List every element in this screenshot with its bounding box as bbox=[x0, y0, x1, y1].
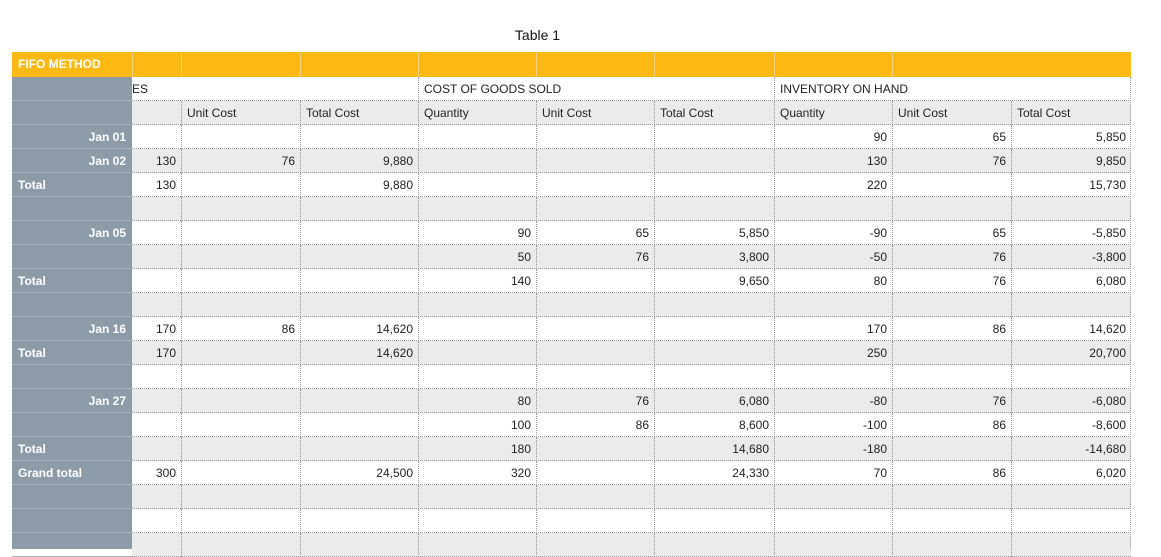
table-row bbox=[12, 389, 1131, 413]
table-cell[interactable] bbox=[1011, 533, 1131, 557]
table-cell[interactable]: 180 bbox=[418, 437, 536, 461]
table-cell[interactable]: 9,880 bbox=[300, 173, 418, 197]
table-cell[interactable]: 220 bbox=[774, 173, 892, 197]
table-cell[interactable]: 50 bbox=[418, 245, 536, 269]
table-cell[interactable] bbox=[418, 149, 536, 173]
table-cell[interactable] bbox=[181, 389, 300, 413]
table-cell[interactable]: 9,850 bbox=[1011, 149, 1131, 173]
table-cell[interactable] bbox=[418, 533, 536, 557]
header-cell[interactable] bbox=[774, 52, 893, 77]
table-cell[interactable] bbox=[132, 125, 181, 149]
header-cell[interactable] bbox=[418, 52, 537, 77]
column-header[interactable]: Unit Cost bbox=[892, 101, 1011, 125]
row-cells bbox=[132, 341, 1131, 365]
row-header[interactable]: Total bbox=[12, 269, 132, 293]
column-header[interactable]: Total Cost bbox=[654, 101, 774, 125]
table-row bbox=[12, 533, 1131, 557]
table-row bbox=[12, 173, 1131, 197]
table-cell[interactable] bbox=[536, 533, 654, 557]
table-cell[interactable] bbox=[300, 413, 418, 437]
row-header[interactable]: Jan 02 bbox=[12, 149, 132, 173]
table-cell[interactable]: 86 bbox=[892, 413, 1011, 437]
table-cell[interactable] bbox=[300, 533, 418, 557]
table-cell[interactable]: 80 bbox=[774, 269, 892, 293]
table-cell[interactable]: 86 bbox=[892, 461, 1011, 485]
table-cell[interactable] bbox=[536, 149, 654, 173]
row-header[interactable] bbox=[12, 245, 132, 269]
section-header-purchases[interactable]: ES bbox=[132, 82, 149, 96]
table-cell[interactable] bbox=[418, 341, 536, 365]
table-cell[interactable] bbox=[132, 293, 181, 317]
table-cell[interactable] bbox=[774, 293, 892, 317]
row-cells bbox=[132, 509, 1131, 533]
table-cell[interactable] bbox=[132, 509, 181, 533]
table-cell[interactable]: -50 bbox=[774, 245, 892, 269]
row-header[interactable]: Total bbox=[12, 173, 132, 197]
table-cell[interactable]: 140 bbox=[418, 269, 536, 293]
row-header[interactable]: Jan 27 bbox=[12, 389, 132, 413]
table-cell[interactable] bbox=[181, 437, 300, 461]
row-header[interactable]: Total bbox=[12, 437, 132, 461]
row-header[interactable] bbox=[12, 485, 132, 509]
grid-right-edge bbox=[1130, 77, 1132, 549]
table-cell[interactable] bbox=[181, 221, 300, 245]
header-cell[interactable] bbox=[181, 52, 301, 77]
table-cell[interactable] bbox=[181, 173, 300, 197]
section-header-inventory[interactable]: INVENTORY ON HAND bbox=[774, 77, 1131, 101]
table-cell[interactable] bbox=[654, 509, 774, 533]
table-row bbox=[12, 437, 1131, 461]
table-cell[interactable]: 70 bbox=[774, 461, 892, 485]
table-cell[interactable]: -100 bbox=[774, 413, 892, 437]
table-cell[interactable] bbox=[1011, 293, 1131, 317]
table-row bbox=[12, 125, 1131, 149]
table-cell[interactable] bbox=[536, 341, 654, 365]
table-cell[interactable] bbox=[300, 509, 418, 533]
table-cell[interactable] bbox=[892, 509, 1011, 533]
table-cell[interactable]: -3,800 bbox=[1011, 245, 1131, 269]
table-cell[interactable]: 170 bbox=[155, 346, 176, 360]
table-cell[interactable] bbox=[181, 125, 300, 149]
table-cell[interactable] bbox=[536, 293, 654, 317]
row-header[interactable]: Jan 16 bbox=[12, 317, 132, 341]
table-cell[interactable]: 8,600 bbox=[654, 413, 774, 437]
table-cell[interactable] bbox=[181, 293, 300, 317]
table-cell[interactable] bbox=[418, 125, 536, 149]
row-header[interactable] bbox=[12, 77, 132, 101]
table-cell[interactable] bbox=[892, 197, 1011, 221]
row-header[interactable] bbox=[12, 533, 132, 557]
table-cell[interactable] bbox=[654, 365, 774, 389]
table-cell[interactable] bbox=[300, 269, 418, 293]
table-cell[interactable]: 86 bbox=[892, 317, 1011, 341]
header-label: FIFO METHOD bbox=[18, 57, 101, 71]
table-cell[interactable] bbox=[536, 437, 654, 461]
table-cell[interactable] bbox=[181, 269, 300, 293]
table-cell[interactable] bbox=[536, 365, 654, 389]
column-header[interactable] bbox=[132, 101, 181, 125]
table-cell[interactable] bbox=[654, 317, 774, 341]
table-cell[interactable]: 9,650 bbox=[654, 269, 774, 293]
table-row bbox=[12, 149, 1131, 173]
table-cell[interactable] bbox=[300, 245, 418, 269]
row-cells bbox=[132, 389, 1131, 413]
table-cell[interactable] bbox=[1011, 509, 1131, 533]
table-cell[interactable] bbox=[181, 485, 300, 509]
table-cell[interactable] bbox=[654, 149, 774, 173]
table-cell[interactable] bbox=[418, 485, 536, 509]
table-cell[interactable]: 100 bbox=[418, 413, 536, 437]
row-cells bbox=[132, 149, 1131, 173]
table-row bbox=[12, 197, 1131, 221]
table-row bbox=[12, 221, 1131, 245]
table-cell[interactable]: 65 bbox=[892, 221, 1011, 245]
table-cell[interactable] bbox=[892, 341, 1011, 365]
table-cell[interactable] bbox=[536, 269, 654, 293]
table-row bbox=[12, 509, 1131, 533]
table-cell[interactable] bbox=[132, 413, 181, 437]
table-title: Table 1 bbox=[514, 27, 561, 43]
table-cell[interactable] bbox=[300, 221, 418, 245]
table-cell[interactable] bbox=[1011, 197, 1131, 221]
row-header[interactable] bbox=[12, 413, 132, 437]
table-cell[interactable]: 14,620 bbox=[300, 317, 418, 341]
table-cell[interactable]: 80 bbox=[418, 389, 536, 413]
table-cell[interactable]: 14,680 bbox=[654, 437, 774, 461]
header-cell[interactable] bbox=[654, 52, 775, 77]
table-cell[interactable]: 170 bbox=[774, 317, 892, 341]
table-cell[interactable]: -90 bbox=[774, 221, 892, 245]
table-cell[interactable]: 76 bbox=[536, 389, 654, 413]
table-cell[interactable] bbox=[132, 437, 181, 461]
header-cell[interactable] bbox=[892, 52, 1011, 77]
table-cell[interactable] bbox=[181, 245, 300, 269]
row-header[interactable]: Jan 05 bbox=[12, 221, 132, 245]
row-cells bbox=[132, 461, 1131, 485]
table-cell[interactable]: 6,080 bbox=[654, 389, 774, 413]
table-cell[interactable] bbox=[892, 293, 1011, 317]
column-header[interactable]: Total Cost bbox=[1011, 101, 1131, 125]
column-header[interactable]: Quantity bbox=[774, 101, 892, 125]
row-cells bbox=[132, 125, 1131, 149]
table-cell[interactable] bbox=[300, 197, 418, 221]
table-cell[interactable] bbox=[181, 365, 300, 389]
header-cell[interactable] bbox=[300, 52, 419, 77]
table-cell[interactable] bbox=[132, 245, 181, 269]
row-header[interactable] bbox=[12, 509, 132, 533]
table-cell[interactable] bbox=[774, 533, 892, 557]
row-header[interactable]: Total bbox=[12, 341, 132, 365]
row-header[interactable]: Grand total bbox=[12, 461, 132, 485]
table-cell[interactable]: 6,020 bbox=[1011, 461, 1131, 485]
table-cell[interactable] bbox=[654, 293, 774, 317]
table-cell[interactable]: 24,500 bbox=[300, 461, 418, 485]
table-cell[interactable] bbox=[654, 341, 774, 365]
table-cell[interactable]: 300 bbox=[155, 466, 176, 480]
table-cell[interactable] bbox=[536, 461, 654, 485]
table-cell[interactable]: 90 bbox=[418, 221, 536, 245]
table-cell[interactable]: 14,620 bbox=[300, 341, 418, 365]
table-row bbox=[12, 293, 1131, 317]
table-cell[interactable] bbox=[418, 509, 536, 533]
table-cell[interactable] bbox=[654, 197, 774, 221]
table-cell[interactable]: -80 bbox=[774, 389, 892, 413]
row-cells bbox=[132, 533, 1131, 557]
table-cell[interactable] bbox=[892, 365, 1011, 389]
table-cell[interactable] bbox=[654, 173, 774, 197]
table-cell[interactable] bbox=[536, 197, 654, 221]
table-cell[interactable]: 130 bbox=[155, 178, 176, 192]
table-cell[interactable]: 24,330 bbox=[654, 461, 774, 485]
table-cell[interactable] bbox=[132, 485, 181, 509]
row-header[interactable] bbox=[12, 101, 132, 125]
table-cell[interactable] bbox=[774, 365, 892, 389]
table-cell[interactable] bbox=[892, 485, 1011, 509]
row-cells bbox=[132, 317, 1131, 341]
table-cell[interactable] bbox=[892, 173, 1011, 197]
table-cell[interactable]: 9,880 bbox=[300, 149, 418, 173]
table-cell[interactable]: -5,850 bbox=[1011, 221, 1131, 245]
column-header[interactable]: Unit Cost bbox=[536, 101, 654, 125]
table-cell[interactable]: 3,800 bbox=[654, 245, 774, 269]
row-header[interactable] bbox=[12, 293, 132, 317]
table-row bbox=[12, 461, 1131, 485]
table-cell[interactable] bbox=[300, 437, 418, 461]
row-cells bbox=[132, 221, 1131, 245]
table-cell[interactable] bbox=[774, 485, 892, 509]
table-cell[interactable]: 5,850 bbox=[1011, 125, 1131, 149]
table-cell[interactable]: 76 bbox=[892, 389, 1011, 413]
table-cell[interactable] bbox=[132, 197, 181, 221]
table-cell[interactable]: 76 bbox=[536, 245, 654, 269]
table-cell[interactable]: 15,730 bbox=[1011, 173, 1131, 197]
table-cell[interactable]: 65 bbox=[536, 221, 654, 245]
row-cells bbox=[132, 101, 1131, 125]
table-cell[interactable] bbox=[181, 341, 300, 365]
table-cell[interactable] bbox=[536, 485, 654, 509]
table-cell[interactable] bbox=[132, 365, 181, 389]
table-cell[interactable] bbox=[654, 485, 774, 509]
section-header-cogs[interactable]: COST OF GOODS SOLD bbox=[418, 77, 774, 101]
table-cell[interactable]: 86 bbox=[181, 317, 300, 341]
section-header-row bbox=[12, 77, 1131, 101]
row-cells bbox=[132, 365, 1131, 389]
table-cell[interactable] bbox=[300, 293, 418, 317]
table-cell[interactable] bbox=[1011, 485, 1131, 509]
table-cell[interactable] bbox=[536, 173, 654, 197]
table-cell[interactable]: -6,080 bbox=[1011, 389, 1131, 413]
table-cell[interactable]: 130 bbox=[774, 149, 892, 173]
table-cell[interactable] bbox=[181, 197, 300, 221]
column-header[interactable]: Unit Cost bbox=[181, 101, 300, 125]
table-cell[interactable]: 5,850 bbox=[654, 221, 774, 245]
table-row bbox=[12, 317, 1131, 341]
header-cell[interactable] bbox=[132, 52, 182, 77]
row-header[interactable]: Jan 01 bbox=[12, 125, 132, 149]
table-cell[interactable]: 130 bbox=[155, 154, 176, 168]
row-cells bbox=[132, 485, 1131, 509]
table-cell[interactable]: 76 bbox=[892, 245, 1011, 269]
row-cells bbox=[132, 197, 1131, 221]
table-cell[interactable] bbox=[654, 125, 774, 149]
header-cell[interactable] bbox=[536, 52, 655, 77]
row-header[interactable] bbox=[12, 197, 132, 221]
table-cell[interactable] bbox=[132, 221, 181, 245]
table-cell[interactable] bbox=[132, 389, 181, 413]
table-cell[interactable]: 76 bbox=[181, 149, 300, 173]
table-cell[interactable] bbox=[181, 413, 300, 437]
table-cell[interactable] bbox=[892, 437, 1011, 461]
table-cell[interactable] bbox=[536, 125, 654, 149]
table-cell[interactable] bbox=[1011, 365, 1131, 389]
header-row bbox=[12, 52, 1131, 78]
table-cell[interactable] bbox=[418, 197, 536, 221]
table-cell[interactable]: 20,700 bbox=[1011, 341, 1131, 365]
table-cell[interactable]: -8,600 bbox=[1011, 413, 1131, 437]
table-cell[interactable] bbox=[132, 269, 181, 293]
column-header[interactable]: Quantity bbox=[418, 101, 536, 125]
row-cells bbox=[132, 269, 1131, 293]
row-cells bbox=[132, 293, 1131, 317]
table-cell[interactable] bbox=[300, 485, 418, 509]
table-cell[interactable]: 14,620 bbox=[1011, 317, 1131, 341]
row-header[interactable] bbox=[12, 365, 132, 389]
table-cell[interactable] bbox=[774, 197, 892, 221]
table-cell[interactable]: 65 bbox=[892, 125, 1011, 149]
table-cell[interactable] bbox=[654, 533, 774, 557]
row-cells bbox=[132, 245, 1131, 269]
table-row bbox=[12, 341, 1131, 365]
row-cells bbox=[132, 413, 1131, 437]
table-cell[interactable] bbox=[300, 389, 418, 413]
table-cell[interactable]: -14,680 bbox=[1011, 437, 1131, 461]
table-cell[interactable]: 250 bbox=[774, 341, 892, 365]
table-cell[interactable]: 90 bbox=[774, 125, 892, 149]
table-row bbox=[12, 485, 1131, 509]
table-row bbox=[12, 365, 1131, 389]
table-row bbox=[12, 245, 1131, 269]
table-cell[interactable] bbox=[300, 125, 418, 149]
column-header-row bbox=[12, 101, 1131, 125]
table-cell[interactable] bbox=[181, 533, 300, 557]
table-row bbox=[12, 413, 1131, 437]
row-cells bbox=[132, 77, 1131, 101]
table-cell[interactable]: 76 bbox=[892, 269, 1011, 293]
table-cell[interactable]: -180 bbox=[774, 437, 892, 461]
table-cell[interactable]: 170 bbox=[155, 322, 176, 336]
table-cell[interactable] bbox=[418, 293, 536, 317]
table-row bbox=[12, 269, 1131, 293]
table-cell[interactable] bbox=[418, 317, 536, 341]
table-cell[interactable] bbox=[418, 173, 536, 197]
table-cell[interactable]: 86 bbox=[536, 413, 654, 437]
table-cell[interactable] bbox=[300, 365, 418, 389]
table-cell[interactable] bbox=[536, 317, 654, 341]
table-cell[interactable] bbox=[181, 509, 300, 533]
row-cells bbox=[132, 173, 1131, 197]
table-cell[interactable] bbox=[774, 509, 892, 533]
column-header[interactable]: Total Cost bbox=[300, 101, 418, 125]
table-cell[interactable] bbox=[892, 533, 1011, 557]
table-cell[interactable]: 76 bbox=[892, 149, 1011, 173]
table-cell[interactable] bbox=[132, 533, 181, 557]
table-cell[interactable] bbox=[418, 365, 536, 389]
table-cell[interactable] bbox=[181, 461, 300, 485]
table-cell[interactable]: 320 bbox=[418, 461, 536, 485]
table-cell[interactable] bbox=[536, 509, 654, 533]
table-cell[interactable]: 6,080 bbox=[1011, 269, 1131, 293]
row-cells bbox=[132, 437, 1131, 461]
